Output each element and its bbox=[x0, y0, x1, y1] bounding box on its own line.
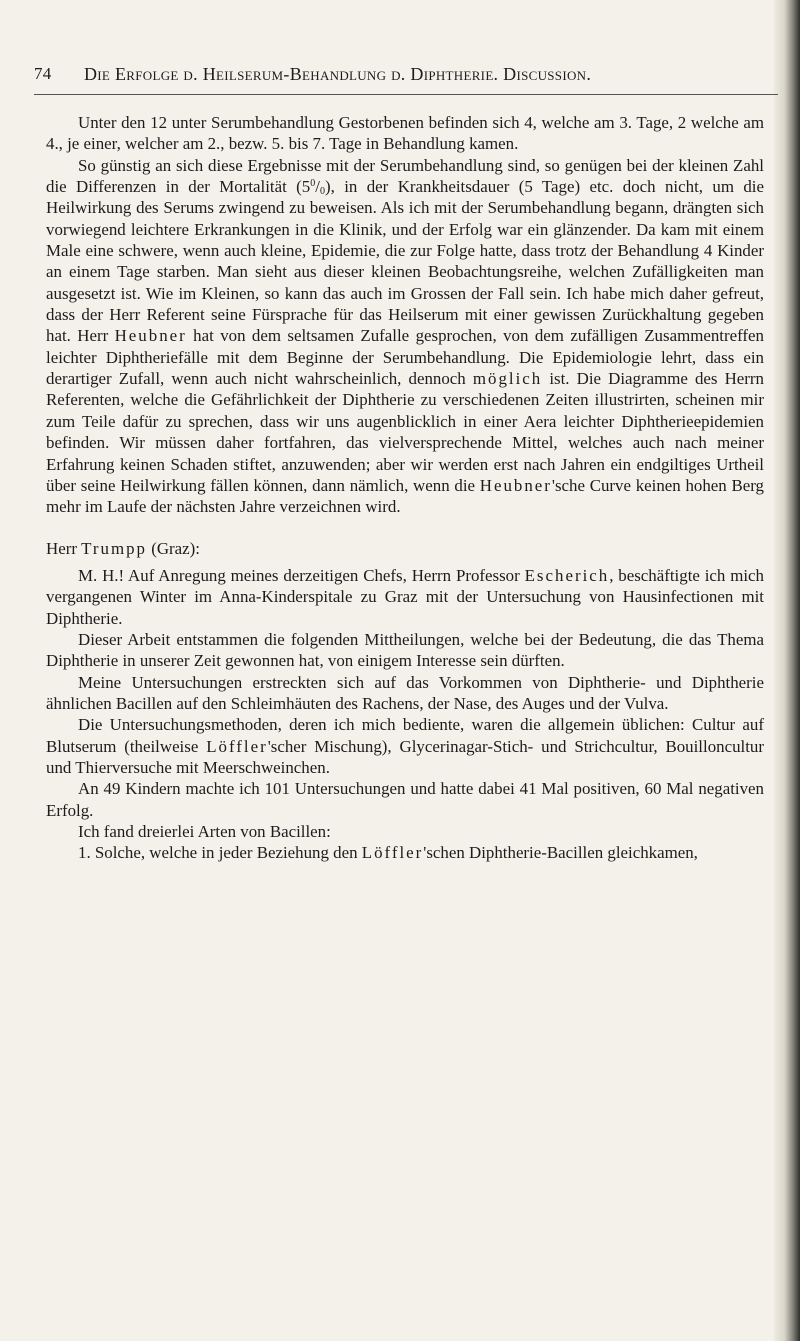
person-name: Löffler bbox=[206, 736, 268, 756]
speaker-line bbox=[46, 538, 764, 559]
speaker-name: Trumpp bbox=[81, 538, 147, 558]
text-run: So günstig an sich diese Ergebnisse mit der Serumbehandlung sind, so genügen bei der kleinen Zahl die Differenzen in der Mortalität (5 bbox=[46, 155, 764, 197]
text-run: , beschäftigte ich mich vergangenen Winter im Anna-Kinderspitale zu Graz mit der Untersuchung von Hausinfectionen mit Diphtherie. bbox=[46, 565, 764, 628]
percent-sup: 0 bbox=[310, 178, 316, 190]
text-run: 'sche Curve keinen hohen Berg mehr im Laufe der nächsten Jahre verzeichnen wird. bbox=[46, 475, 764, 517]
body-text bbox=[46, 112, 764, 864]
speaker-prefix: Herr bbox=[46, 538, 82, 558]
text-run: M. H.! Auf Anregung meines derzeitigen Chefs, Herrn Professor bbox=[78, 565, 525, 585]
text-run: 'scher Mischung), Glycerinagar-Stich- und Strichcultur, Bouilloncultur und Thierversuche mit Meerschweinchen. bbox=[46, 736, 764, 777]
percent-sub: 0 bbox=[319, 186, 325, 198]
page-number: 74 bbox=[34, 64, 52, 83]
paragraph-results bbox=[46, 155, 764, 518]
header-rule bbox=[34, 94, 778, 95]
text-run: Die Untersuchungsmethoden, deren ich mich bediente, waren die allgemein üblichen: Cultur auf Blutserum (theilweise bbox=[46, 715, 764, 756]
speaker-suffix: (Graz): bbox=[147, 538, 200, 558]
paragraph-counts bbox=[46, 778, 764, 821]
person-name: Heubner bbox=[114, 326, 187, 346]
running-title: Die Erfolge d. Heilserum-Behandlung d. Diphtherie. Discussion. bbox=[84, 64, 592, 84]
text-run: ), in der Krankheitsdauer (5 Tage) etc. doch nicht, um die Heilwirkung des Serums zwingend zu beweisen. Als ich mit der Serumbehandlung begann, drängten sich vorwiegend leichtere Erkrankungen in die Klinik, und der Erfolg war ein glänzender. Da kam mit einem Male eine schwere, wenn auch kleine, Epidemie, die zur Folge hatte, dass trotz der Behandlung 4 Kinder an einem Tage starben. Man sieht aus dieser kleinen Beobachtungsreihe, welchen Zufälligkeiten man ausgesetzt ist. Wie im Kleinen, so kann das auch im Grossen der Fall sein. Ich habe mich daher gefreut, dass der Herr Referent seine Fürsprache für das Heilserum mit einer gewissen Zurückhaltung gegeben hat. Herr bbox=[46, 177, 764, 346]
paragraph-methods bbox=[46, 714, 764, 778]
paragraph-text: An 49 Kindern machte ich 101 Untersuchungen und hatte dabei 41 Mal positiven, 60 Mal negativen Erfolg. bbox=[46, 779, 764, 820]
paragraph-text: Ich fand dreierlei Arten von Bacillen: bbox=[78, 822, 331, 841]
paragraph-scope bbox=[46, 672, 764, 715]
emphasis: möglich bbox=[472, 369, 543, 389]
paragraph-intro bbox=[46, 565, 764, 629]
running-header bbox=[34, 64, 778, 92]
section-gap bbox=[46, 518, 764, 538]
paragraph-text: Meine Untersuchungen erstreckten sich auf das Vorkommen von Diphtherie- und Diphtherie ähnlichen Bacillen auf den Schleimhäuten des Rachens, der Nase, des Auges und der Vulva. bbox=[46, 672, 764, 713]
paragraph-text: Unter den 12 unter Serumbehandlung Gestorbenen befinden sich 4, welche am 3. Tage, 2 welche am 4., je einer, welcher am 2., bezw. 5. bis 7. Tage in Behandlung kamen. bbox=[46, 113, 764, 154]
percent-slash: / bbox=[315, 177, 320, 197]
text-run: ist. Die Diagramme des Herrn Referenten, welche die Gefährlichkeit der Diphtherie zu verschiedenen Zeiten illustrirten, scheinen mir zum Teile dafür zu sprechen, dass wir uns augenblicklich in einer Aera leichter Diphtherieepidemien befinden. Wir müssen daher fortfahren, das vielversprechende Mittel, welches auch nach meiner Erfahrung keinen Schaden stiftet, anzuwenden; aber wir werden erst nach Jahren ein endgiltiges Urtheil über seine Heilwirkung fällen können, dann nämlich, wenn die bbox=[46, 369, 764, 495]
text-run: hat von dem seltsamen Zufalle gesprochen, von dem zufälligen Zusammentreffen leichter Diphtheriefälle mit dem Beginne der Serumbehandlung. Die Epidemiologie lehrt, dass ein derartiger Zufall, wenn auch nicht wahrscheinlich, dennoch bbox=[46, 326, 764, 389]
page-edge-shadow bbox=[774, 0, 800, 1341]
paragraph-types bbox=[46, 821, 764, 842]
person-name: Heubner bbox=[479, 475, 552, 495]
text-run: 1. Solche, welche in jeder Beziehung den bbox=[78, 843, 362, 863]
list-item-1 bbox=[46, 842, 764, 863]
person-name: Escherich bbox=[524, 565, 610, 585]
paragraph-text: Dieser Arbeit entstammen die folgenden Mittheilungen, welche bei der Bedeutung, die das Thema Diphtherie in unserer Zeit gewonnen hat, von einigem Interesse sein dürften. bbox=[46, 629, 764, 671]
paragraph-work bbox=[46, 629, 764, 672]
paragraph-deaths bbox=[46, 112, 764, 155]
text-run: 'schen Diphtherie-Bacillen gleichkamen, bbox=[423, 843, 698, 863]
person-name: Löffler bbox=[361, 843, 424, 863]
